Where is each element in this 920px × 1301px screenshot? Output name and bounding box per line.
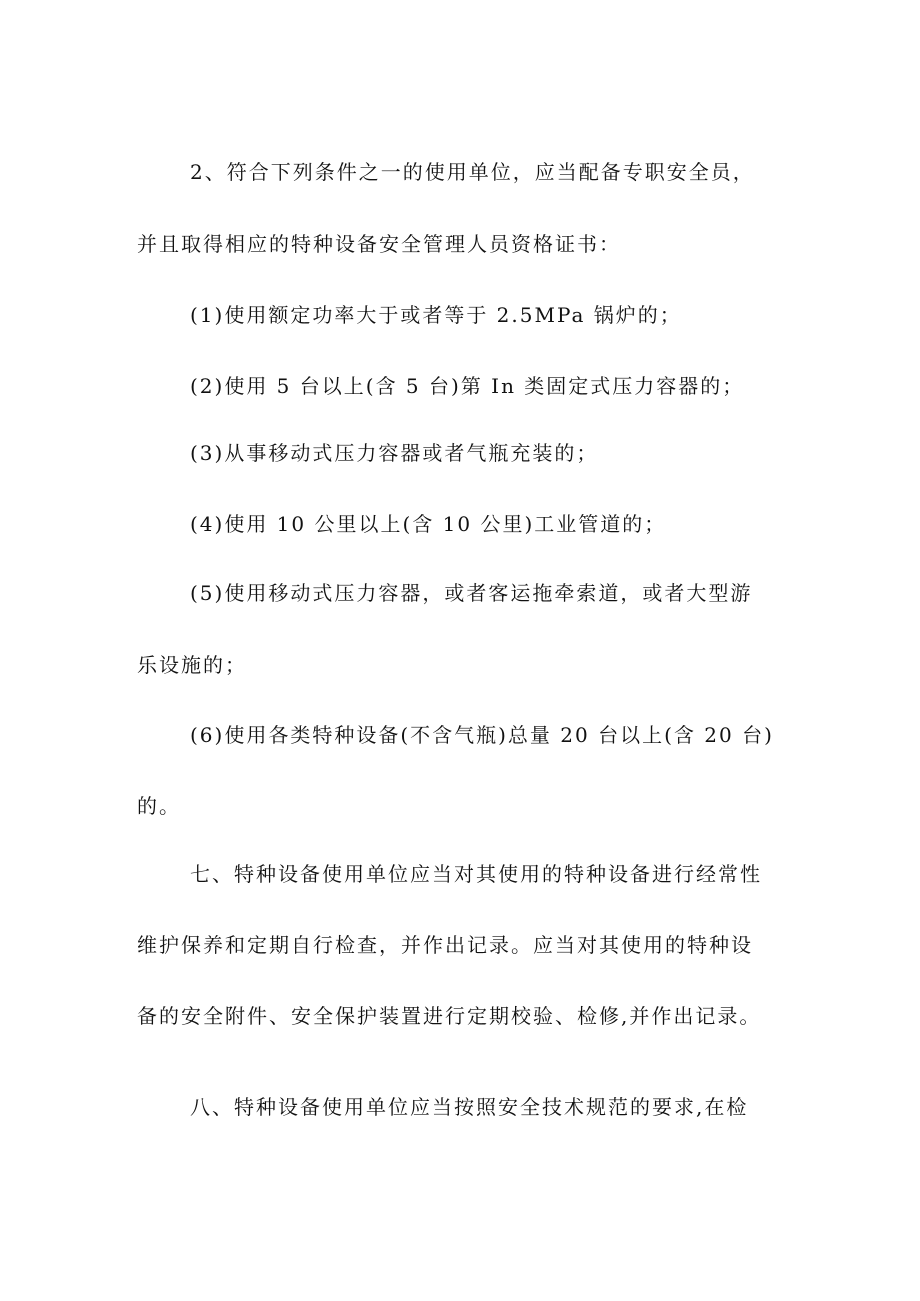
paragraph-line: 备的安全附件、安全保护装置进行定期校验、检修,并作出记录。 <box>137 1004 762 1028</box>
paragraph-line: 并且取得相应的特种设备安全管理人员资格证书： <box>137 232 621 256</box>
list-item: (5)使用移动式压力容器，或者客运拖牵索道，或者大型游 <box>190 581 753 605</box>
paragraph-line: 维护保养和定期自行检查，并作出记录。应当对其使用的特种设 <box>137 933 753 957</box>
list-item: (3)从事移动式压力容器或者气瓶充装的； <box>190 441 599 465</box>
paragraph-line: 七、特种设备使用单位应当对其使用的特种设备进行经常性 <box>190 862 762 886</box>
list-item: (6)使用各类特种设备(不含气瓶)总量 20 台以上(含 20 台) <box>190 723 774 747</box>
list-item-continuation: 的。 <box>137 794 181 818</box>
list-item-continuation: 乐设施的； <box>137 653 247 677</box>
list-item: (2)使用 5 台以上(含 5 台)第 In 类固定式压力容器的； <box>190 374 745 398</box>
list-item: (1)使用额定功率大于或者等于 2.5MPa 锅炉的； <box>190 303 682 327</box>
paragraph-line: 2、符合下列条件之一的使用单位，应当配备专职安全员， <box>190 160 755 184</box>
paragraph-line: 八、特种设备使用单位应当按照安全技术规范的要求,在检 <box>190 1095 749 1119</box>
list-item: (4)使用 10 公里以上(含 10 公里)工业管道的； <box>190 512 667 536</box>
